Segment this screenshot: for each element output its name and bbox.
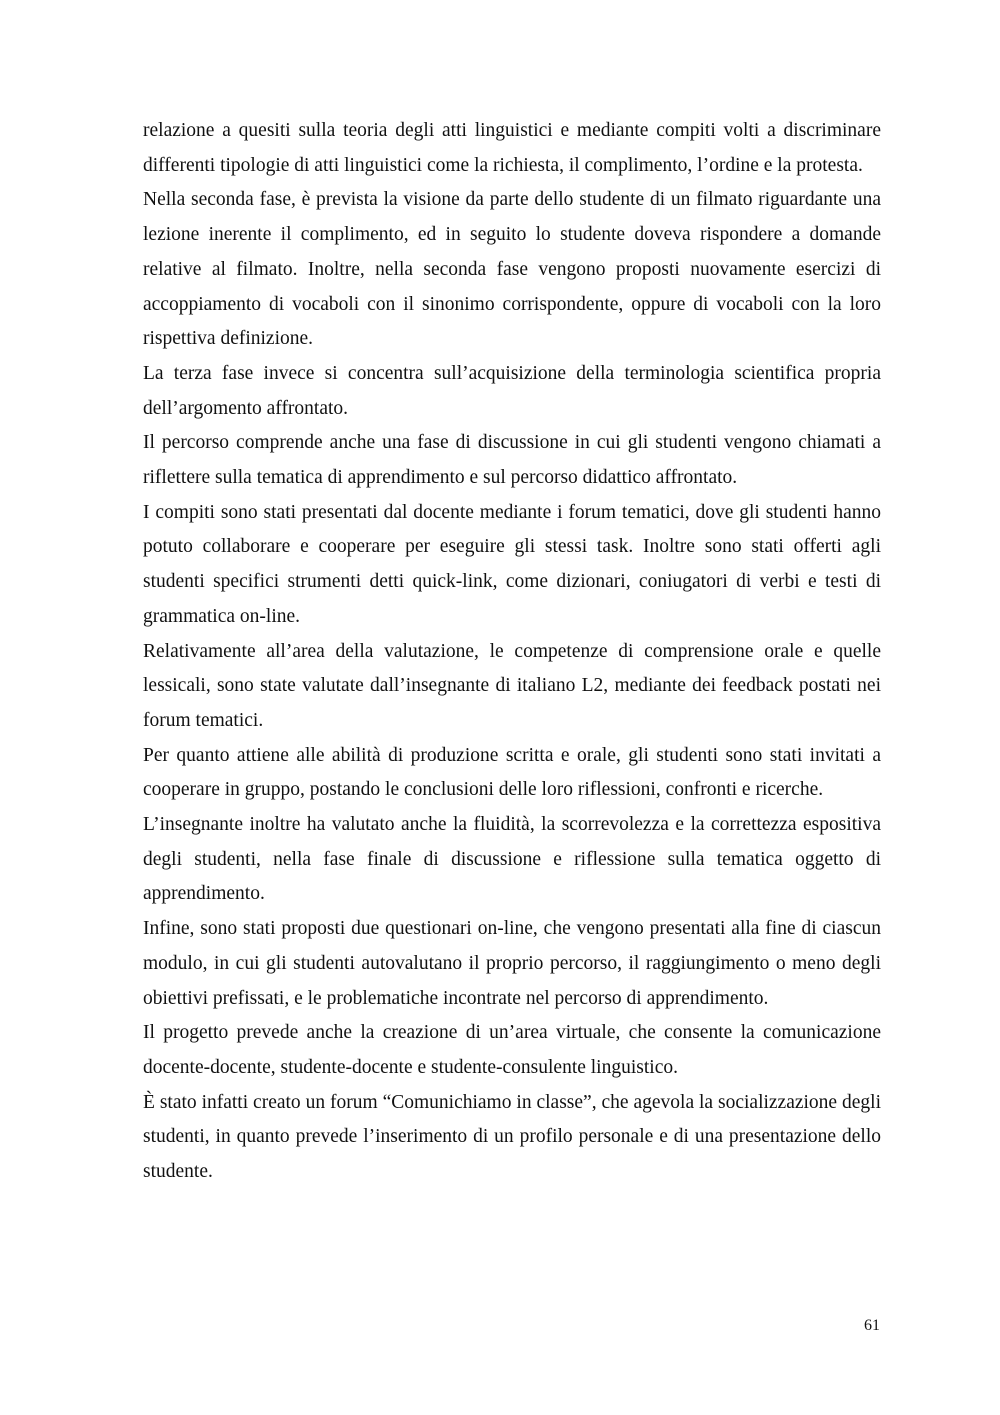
body-text (143, 114, 881, 1190)
paragraph-8: L’insegnante inoltre ha valutato anche la fluidità, la scorrevolezza e la correttezza espositiva degli studenti, nella fase finale di discussione e riflessione sulla tematica oggetto di apprendimento. (143, 814, 881, 905)
paragraph-4: Il percorso comprende anche una fase di discussione in cui gli studenti vengono chiamati a riflettere sulla tematica di apprendimento e sul percorso didattico affrontato. (143, 432, 881, 489)
paragraph-6: Relativamente all’area della valutazione, le competenze di comprensione orale e quelle lessicali, sono state valutate dall’insegnante di italiano L2, mediante dei feedback postati nei forum tematici. (143, 640, 881, 731)
page-number: 61 (864, 1317, 880, 1334)
paragraph-5: I compiti sono stati presentati dal docente mediante i forum tematici, dove gli studenti hanno potuto collaborare e cooperare per eseguire gli stessi task. Inoltre sono stati offerti agli studenti specifici strumenti detti quick-link, come dizionari, coniugatori di verbi e testi di grammatica on-line. (143, 501, 881, 627)
paragraph-10: Il progetto prevede anche la creazione di un’area virtuale, che consente la comunicazione docente-docente, studente-docente e studente-consulente linguistico. (143, 1022, 881, 1078)
paragraph-3: La terza fase invece si concentra sull’acquisizione della terminologia scientifica propria dell’argomento affrontato. (143, 362, 881, 419)
paragraph-1: relazione a quesiti sulla teoria degli atti linguistici e mediante compiti volti a discriminare differenti tipologie di atti linguistici come la richiesta, il complimento, l’ordine e la protesta. (143, 120, 881, 176)
paragraph-2: Nella seconda fase, è prevista la visione da parte dello studente di un filmato riguardante una lezione inerente il complimento, ed in seguito lo studente doveva rispondere a domande relative al filmato. Inoltre, nella seconda fase vengono proposti nuovamente esercizi di accoppiamento di vocaboli con il sinonimo corrispondente, oppure di vocaboli con la loro rispettiva definizione. (143, 189, 881, 350)
paragraph-9: Infine, sono stati proposti due questionari on-line, che vengono presentati alla fine di ciascun modulo, in cui gli studenti autovalutano il proprio percorso, il raggiungimento o meno degli obiettivi prefissati, e le problematiche incontrate nel percorso di apprendimento. (143, 918, 881, 1009)
paragraph-7: Per quanto attiene alle abilità di produzione scritta e orale, gli studenti sono stati invitati a cooperare in gruppo, postando le conclusioni delle loro riflessioni, confronti e ricerche. (143, 744, 881, 801)
paragraph-11: È stato infatti creato un forum “Comunichiamo in classe”, che agevola la socializzazione degli studenti, in quanto prevede l’inserimento di un profilo personale e di una presentazione dello studente. (143, 1091, 881, 1183)
